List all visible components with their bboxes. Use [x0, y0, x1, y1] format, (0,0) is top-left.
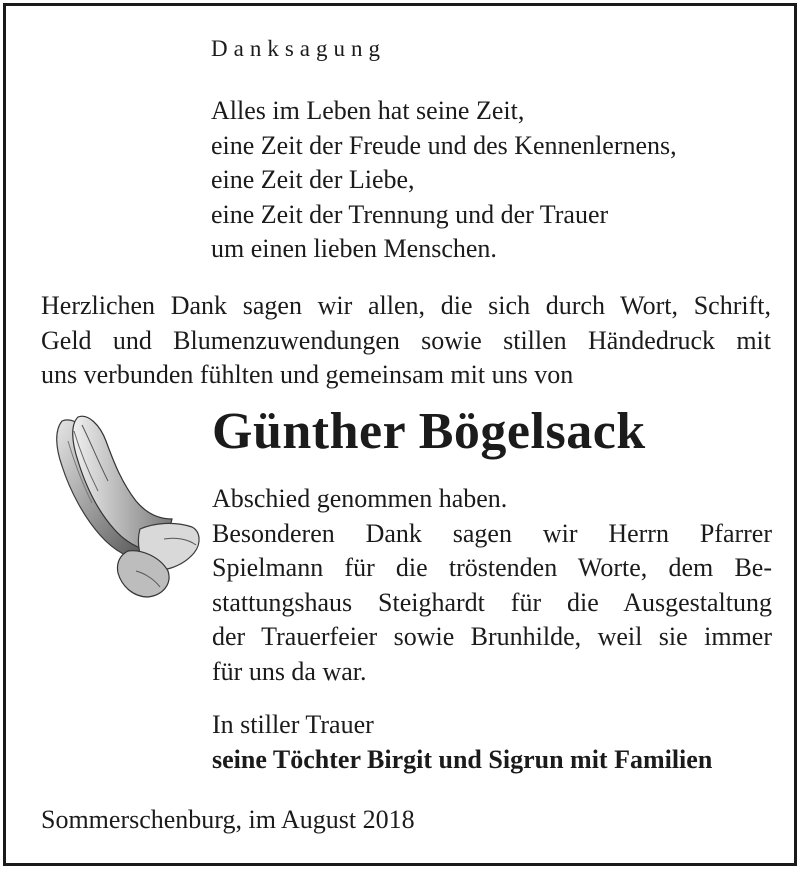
poem-line: eine Zeit der Liebe,	[211, 165, 415, 195]
poem-line: um einen lieben Menschen.	[211, 234, 497, 264]
body-line: stattungshaus Steighardt für die Ausgestaltung	[212, 587, 772, 617]
poem-line: Alles im Leben hat seine Zeit,	[211, 96, 525, 125]
body-line: Besonderen Dank sagen wir Herrn Pfarrer	[212, 518, 772, 548]
notice-frame	[3, 3, 797, 866]
thanks-line: uns verbunden fühlten und gemeinsam mit uns von	[41, 360, 574, 390]
body-line: Spielmann für die tröstenden Worte, dem Be-	[212, 553, 772, 583]
body-line: der Trauerfeier sowie Brunhilde, weil sie immer	[212, 622, 772, 652]
family-line: seine Töchter Birgit und Sigrun mit Familien	[212, 744, 713, 774]
signature-block	[212, 708, 712, 777]
thanks-line: Geld und Blumenzuwendungen sowie stillen Händedruck mit	[41, 325, 771, 355]
poem	[211, 94, 677, 267]
heading: Danksagung	[211, 36, 386, 61]
thanks-paragraph	[41, 289, 771, 393]
poem-line: eine Zeit der Trennung und der Trauer	[211, 199, 609, 229]
thanks-line: Herzlichen Dank sagen wir allen, die sich durch Wort, Schrift,	[41, 291, 771, 320]
poem-line: eine Zeit der Freude und des Kennenlernens,	[211, 130, 677, 160]
mourning-line: In stiller Trauer	[212, 710, 374, 739]
praying-hands-icon	[44, 411, 204, 606]
body-line: Abschied genommen haben.	[212, 484, 508, 513]
place-date: Sommerschenburg, im August 2018	[41, 805, 415, 834]
body-paragraph	[212, 482, 772, 690]
deceased-name: Günther Bögelsack	[212, 403, 646, 460]
body-line: für uns da war.	[212, 656, 367, 686]
